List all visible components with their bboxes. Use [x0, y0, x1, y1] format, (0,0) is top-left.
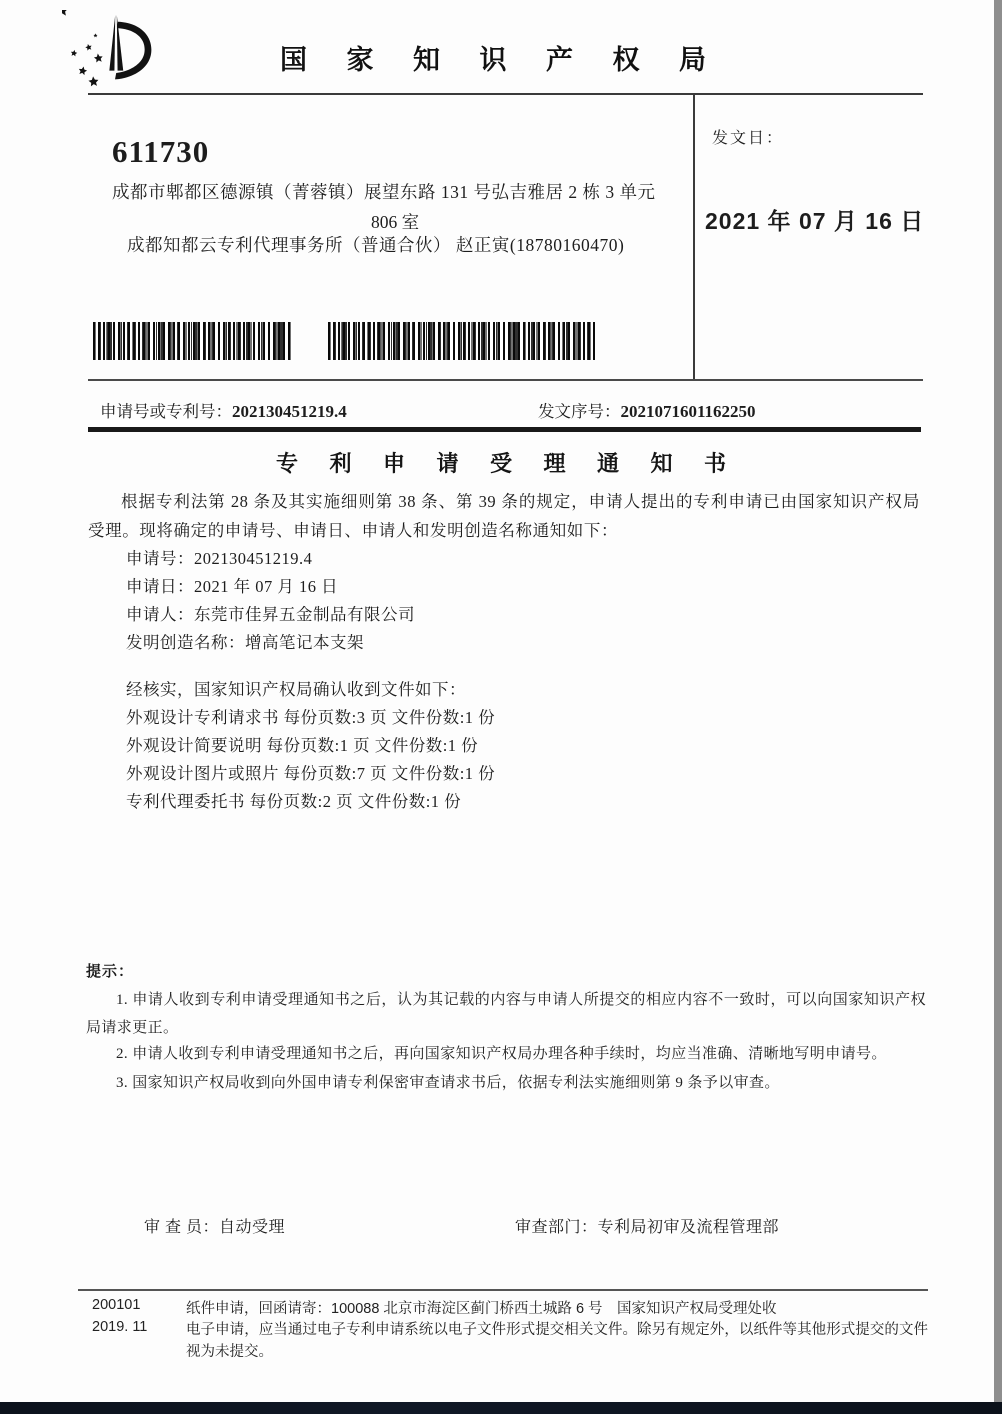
footer-efiling-line: 电子申请，应当通过电子专利申请系统以电子文件形式提交相关文件。除另有规定外，以纸件等其他形式提交的文件视为未提交。: [186, 1322, 928, 1360]
field-label: 发明创造名称：: [126, 633, 245, 652]
department-label: 审查部门：: [515, 1219, 598, 1236]
tip-item-1: 1. 申请人收到专利申请受理通知书之后，认为其记载的内容与申请人所提交的相应内容不一致时，可以向国家知识产权局请求更正。: [86, 992, 926, 1036]
received-doc-item: 外观设计图片或照片 每份页数:7 页 文件份数:1 份: [126, 764, 496, 783]
patent-agency-line: 成都知都云专利代理事务所（普通合伙） 赵正寅(18780160470): [127, 235, 625, 255]
datebox-left-border: [693, 93, 695, 381]
field-label: 申请日：: [126, 577, 194, 596]
serial-number-barcode: [328, 322, 596, 360]
footer-rule: [78, 1289, 928, 1291]
tip-item-2: 2. 申请人收到专利申请受理通知书之后，再向国家知识产权局办理各种手续时，均应当准确、清晰地写明申请号。: [116, 1046, 887, 1062]
agency-title: 国 家 知 识 产 权 局: [279, 45, 722, 75]
field-application-date: [126, 573, 338, 597]
scan-edge-strip: [994, 0, 1002, 1402]
examiner-row: [144, 1214, 285, 1237]
field-label: 申请人：: [126, 605, 194, 624]
field-value: 202130451219.4: [194, 549, 313, 568]
tips-heading: 提示：: [86, 964, 135, 980]
scan-bottom-bar: [0, 1402, 1002, 1414]
form-revision-date: 2019. 11: [92, 1319, 148, 1335]
heavy-rule: [88, 427, 921, 432]
notice-title: 专 利 申 请 受 理 通 知 书: [275, 451, 739, 476]
serial-number-value: 2021071601162250: [620, 402, 756, 421]
received-doc-item: 外观设计简要说明 每份页数:1 页 文件份数:1 份: [126, 736, 479, 755]
serial-number-row: [538, 398, 756, 422]
field-value: 增高笔记本支架: [245, 633, 364, 652]
received-doc-item: 专利代理委托书 每份页数:2 页 文件份数:1 份: [126, 792, 462, 811]
field-label: 申请号：: [126, 549, 194, 568]
recipient-code: 611730: [112, 134, 210, 169]
recipient-address-line1: 成都市郫都区德源镇（菁蓉镇）展望东路 131 号弘吉雅居 2 栋 3 单元: [112, 182, 656, 202]
field-value: 东莞市佳昇五金制品有限公司: [194, 605, 415, 624]
department-value: 专利局初审及流程管理部: [597, 1219, 780, 1236]
form-code: 200101: [92, 1297, 141, 1313]
serial-number-label: 发文序号：: [538, 402, 621, 421]
application-number-barcode: [93, 322, 293, 360]
tip-item-3: 3. 国家知识产权局收到向外国申请专利保密审查请求书后，依据专利法实施细则第 9 条予以审查。: [116, 1075, 780, 1091]
department-row: [515, 1214, 779, 1237]
dispatch-date-label: 发文日：: [712, 130, 785, 147]
footer-paper-filing-line: 纸件申请，回函请寄：100088 北京市海淀区蓟门桥西土城路 6 号 国家知识产权局受理处收: [186, 1301, 777, 1317]
dispatch-date-value: 2021 年 07 月 16 日: [705, 208, 925, 234]
notice-intro-paragraph: 根据专利法第 28 条及其实施细则第 38 条、第 39 条的规定，申请人提出的专利申请已由国家知识产权局受理。现将确定的申请号、申请日、申请人和发明创造名称通知如下：: [88, 492, 920, 540]
field-value: 2021 年 07 月 16 日: [194, 577, 339, 596]
examiner-label: 审 查 员：: [144, 1219, 220, 1236]
application-number-label: 申请号或专利号：: [100, 402, 232, 421]
field-invention-title: [126, 629, 364, 653]
recipient-address-line2: 806 室: [370, 212, 420, 232]
examiner-value: 自动受理: [219, 1219, 286, 1236]
application-number-value: 202130451219.4: [232, 402, 347, 421]
application-number-row: [100, 398, 347, 422]
header-rule: [88, 93, 923, 95]
field-application-number: [126, 545, 312, 569]
received-doc-item: 外观设计专利请求书 每份页数:3 页 文件份数:1 份: [126, 708, 496, 727]
field-applicant: [126, 601, 415, 625]
section-rule: [88, 379, 923, 381]
received-docs-intro: 经核实，国家知识产权局确认收到文件如下：: [126, 680, 466, 699]
